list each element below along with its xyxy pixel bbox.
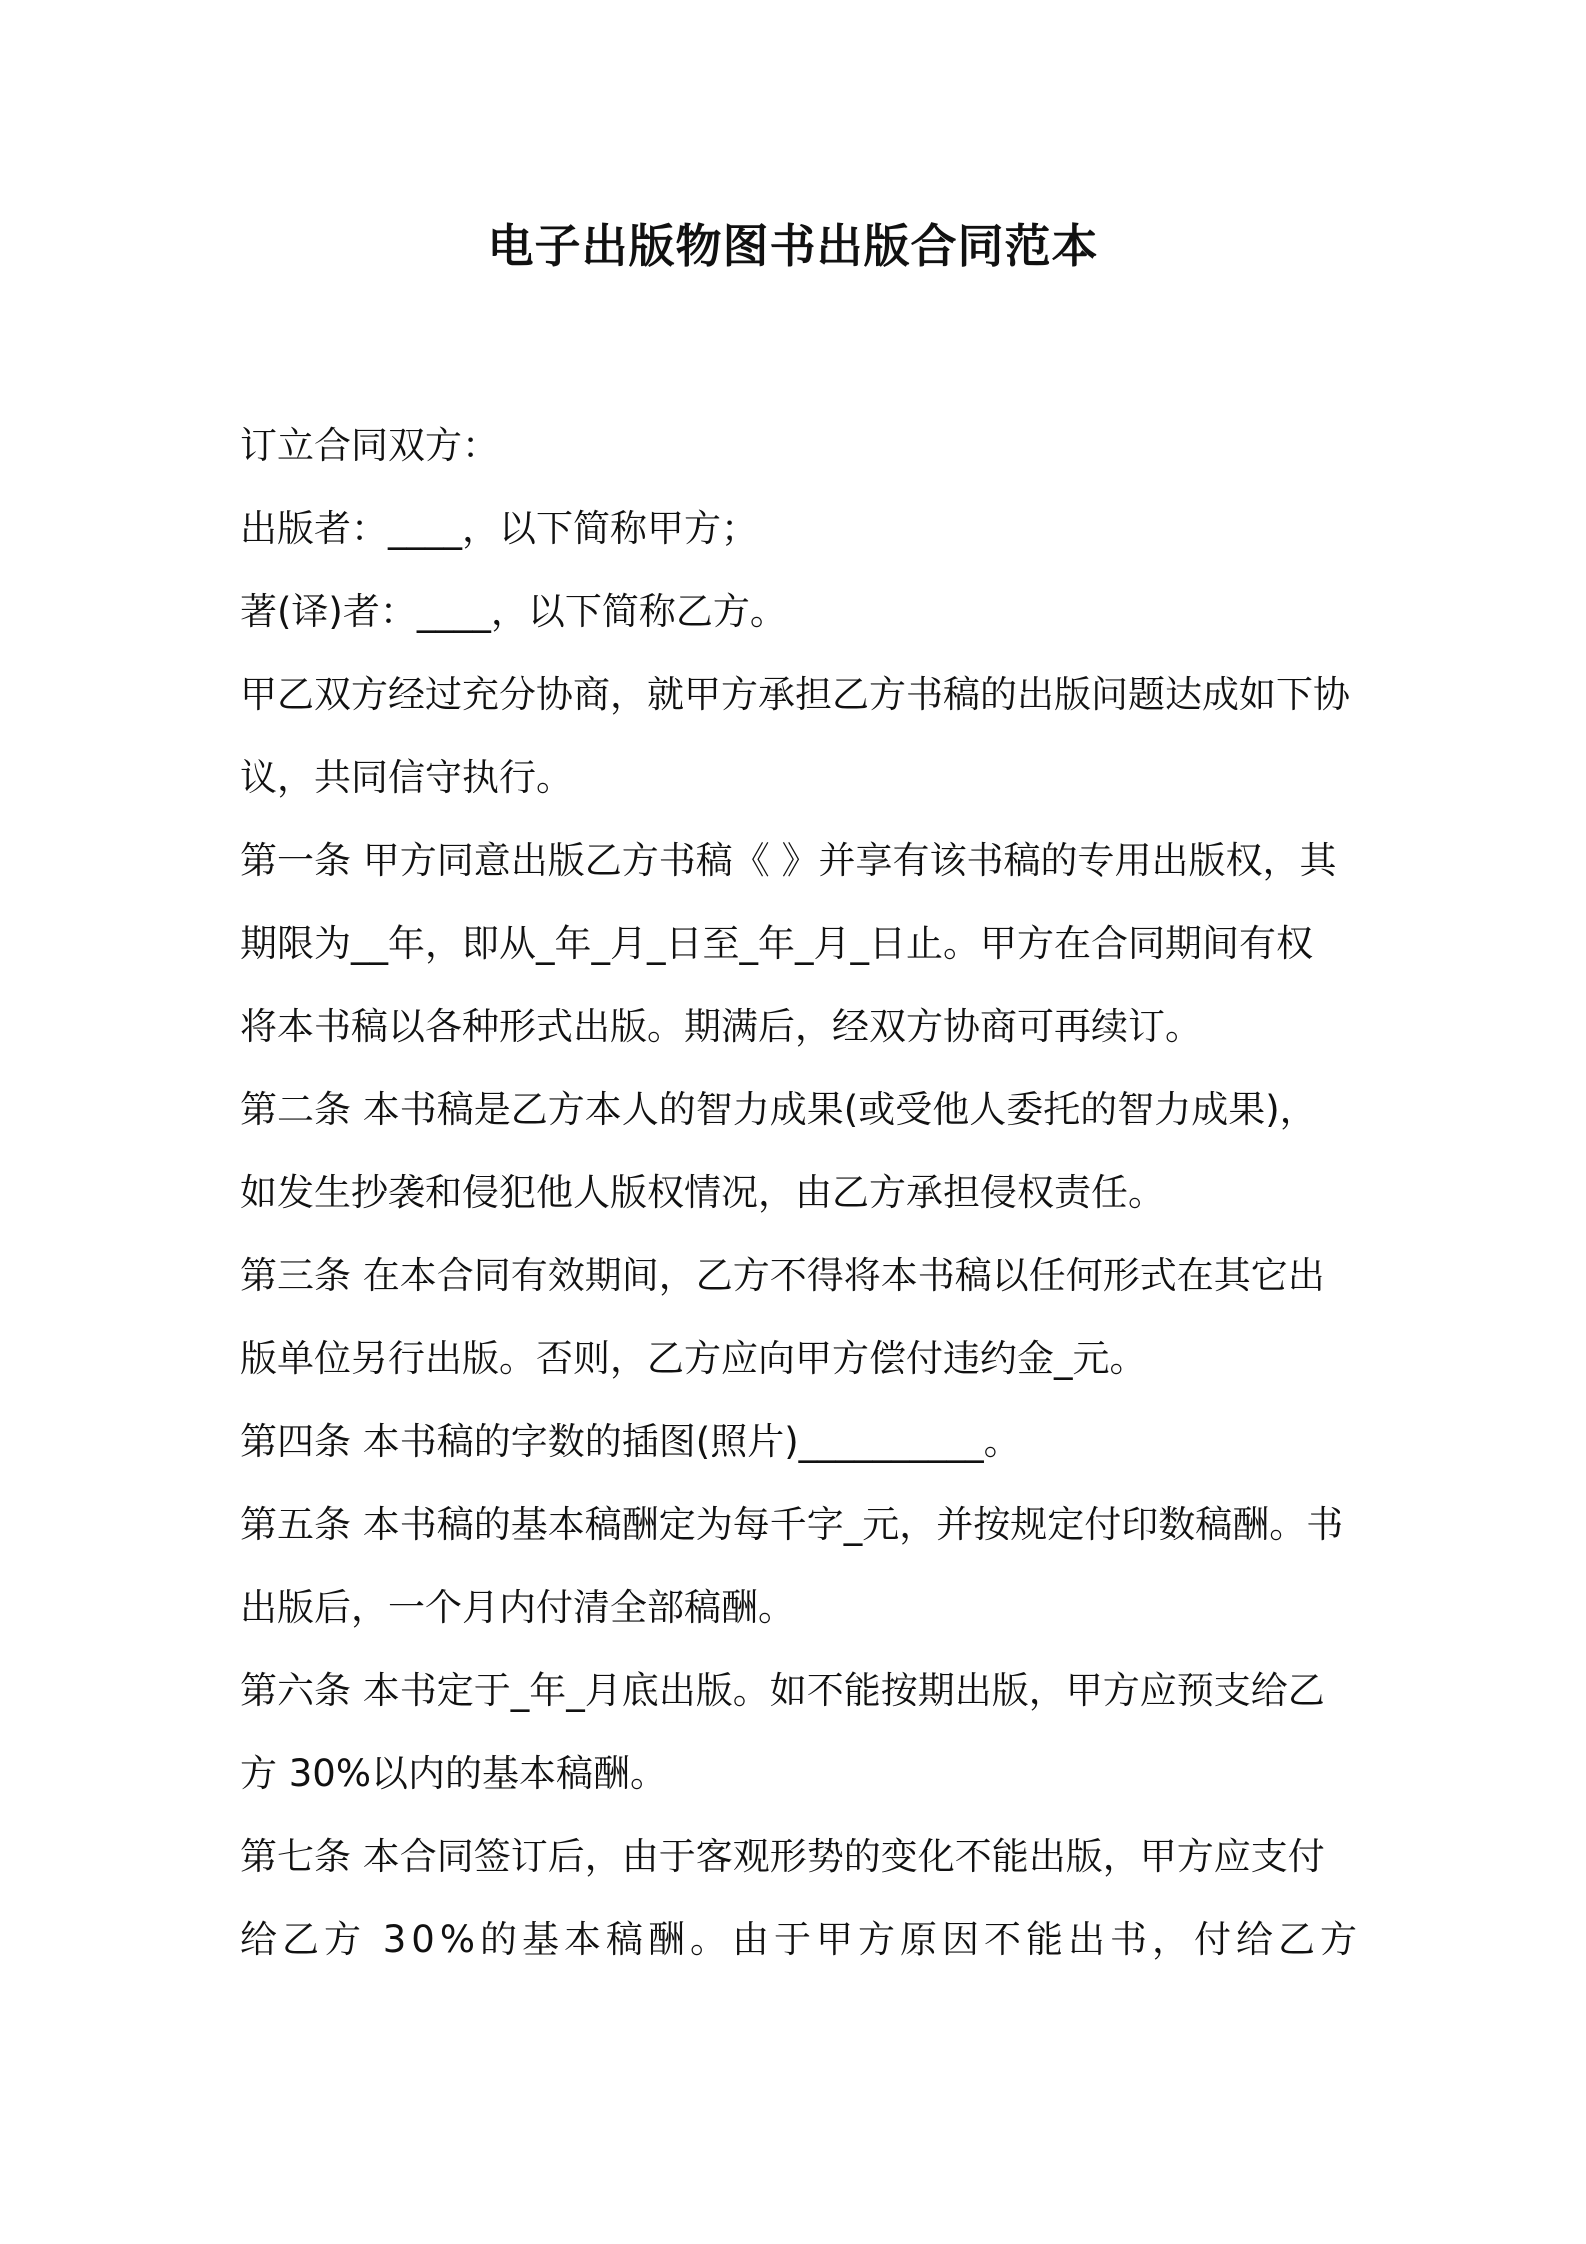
text-line: 第五条 本书稿的基本稿酬定为每千字_元，并按规定付印数稿酬。书 [240, 1503, 1344, 1546]
text-line: 著(译)者：____，以下简称乙方。 [240, 590, 787, 633]
text-line: 方 30%以内的基本稿酬。 [240, 1752, 667, 1795]
text-line: 给乙方 30%的基本稿酬。由于甲方原因不能出书，付给乙方 [240, 1918, 1362, 1961]
text-line: 第六条 本书定于_年_月底出版。如不能按期出版，甲方应预支给乙 [240, 1669, 1325, 1712]
text-line: 期限为__年，即从_年_月_日至_年_月_日止。甲方在合同期间有权 [240, 922, 1313, 965]
text-line: 第二条 本书稿是乙方本人的智力成果(或受他人委托的智力成果)， [240, 1088, 1317, 1131]
document-title: 电子出版物图书出版合同范本 [487, 219, 1099, 273]
text-line: 出版者：____，以下简称甲方； [240, 507, 758, 550]
text-line: 将本书稿以各种形式出版。期满后，经双方协商可再续订。 [240, 1005, 1202, 1048]
text-line: 如发生抄袭和侵犯他人版权情况，由乙方承担侵权责任。 [240, 1171, 1165, 1214]
text-line: 第七条 本合同签订后，由于客观形势的变化不能出版，甲方应支付 [240, 1835, 1325, 1878]
document-body [240, 404, 1362, 1981]
text-line: 甲乙双方经过充分协商，就甲方承担乙方书稿的出版问题达成如下协 [240, 673, 1350, 716]
text-line: 出版后，一个月内付清全部稿酬。 [240, 1586, 795, 1629]
text-line: 版单位另行出版。否则，乙方应向甲方偿付违约金_元。 [240, 1337, 1147, 1380]
text-line: 议，共同信守执行。 [240, 756, 573, 799]
text-line: 第三条 在本合同有效期间，乙方不得将本书稿以任何形式在其它出 [240, 1254, 1325, 1297]
text-line: 第一条 甲方同意出版乙方书稿《 》并享有该书稿的专用出版权，其 [240, 839, 1337, 882]
text-line: 第四条 本书稿的字数的插图(照片)__________。 [240, 1420, 1021, 1463]
text-line: 订立合同双方： [240, 424, 499, 467]
